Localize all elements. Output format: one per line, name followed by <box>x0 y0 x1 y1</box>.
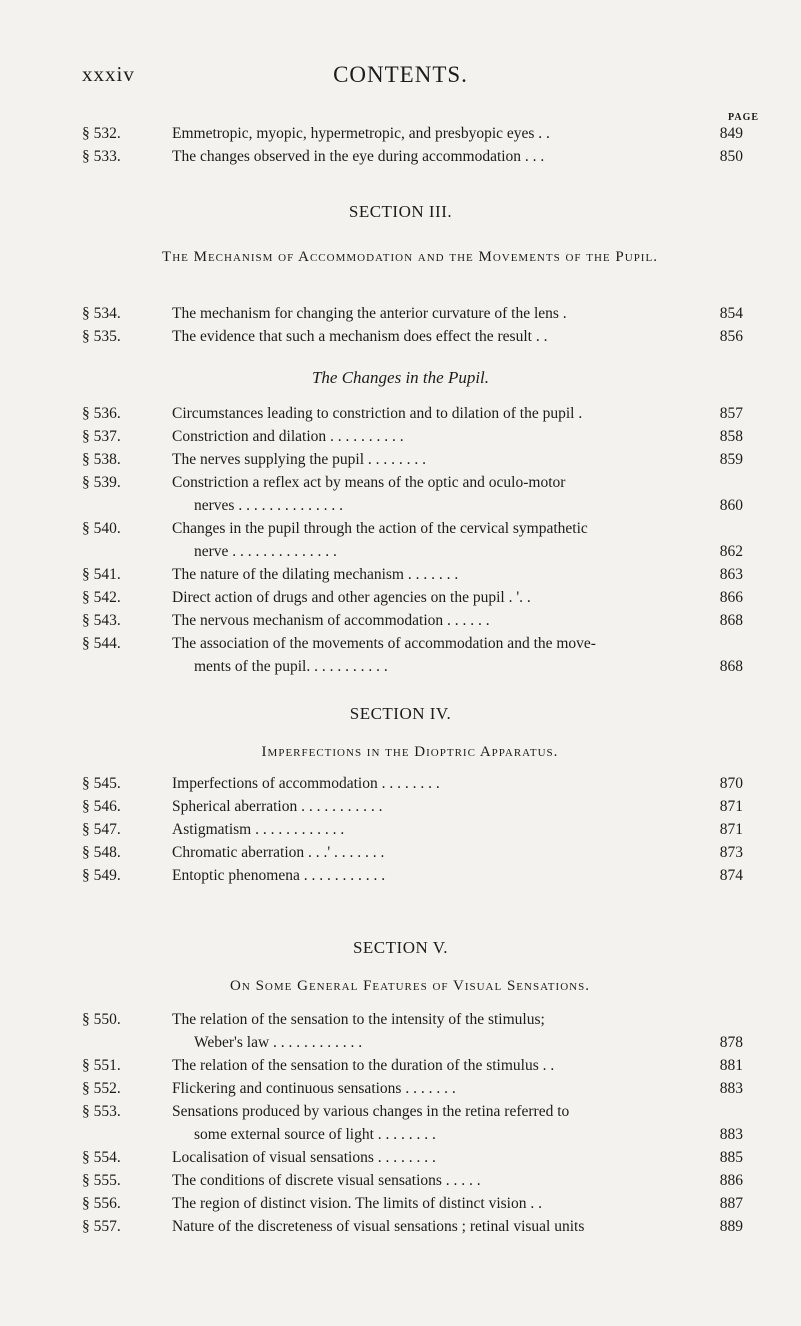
section-number: § 542. <box>82 589 121 606</box>
toc-entry <box>82 588 742 611</box>
section-number: § 532. <box>82 125 121 142</box>
entry-title-line: Flickering and continuous sensations . . . . . . . <box>172 1080 456 1097</box>
section-number: § 545. <box>82 775 121 792</box>
entry-title-line: The nature of the dilating mechanism . . . . . . . <box>172 566 459 583</box>
toc-entry <box>82 1217 742 1240</box>
page-number: 886 <box>719 1172 743 1189</box>
page-number: 874 <box>719 867 743 884</box>
entry-title-line: Entoptic phenomena . . . . . . . . . . . <box>172 867 386 884</box>
section-heading: SECTION III. <box>348 202 453 221</box>
section-number: § 556. <box>82 1195 121 1212</box>
entry-title-line: nerve . . . . . . . . . . . . . . <box>194 543 337 560</box>
toc-entry <box>82 404 742 427</box>
section-heading: SECTION V. <box>352 938 449 957</box>
page-number: 862 <box>719 543 743 560</box>
section-number: § 553. <box>82 1103 121 1120</box>
page-number: 883 <box>719 1080 743 1097</box>
toc-entry <box>82 843 742 866</box>
toc-entry <box>82 427 742 450</box>
section-number: § 546. <box>82 798 121 815</box>
section-number: § 544. <box>82 635 121 652</box>
section-number: § 552. <box>82 1080 121 1097</box>
section-heading: SECTION IV. <box>349 704 452 723</box>
page-number: 854 <box>719 305 743 322</box>
page-number: 868 <box>719 612 743 629</box>
entry-title-line: The nervous mechanism of accommodation . . . . . . <box>172 612 490 629</box>
section-subtitle: On Some General Features of Visual Sensations. <box>230 978 590 994</box>
entry-title-line: The conditions of discrete visual sensations . . . . . <box>172 1172 481 1189</box>
section-number: § 538. <box>82 451 121 468</box>
entry-title-line: The region of distinct vision. The limits of distinct vision . . <box>172 1195 542 1212</box>
section-number: § 547. <box>82 821 121 838</box>
entry-title-line: The relation of the sensation to the intensity of the stimulus; <box>172 1011 545 1028</box>
toc-entry <box>82 1102 742 1148</box>
page-number: 863 <box>719 566 743 583</box>
page-number: 858 <box>719 428 743 445</box>
entry-title-line: Sensations produced by various changes in the retina referred to <box>172 1103 570 1120</box>
entry-title-line: Constriction a reflex act by means of the optic and oculo-motor <box>172 474 566 491</box>
section-number: § 540. <box>82 520 121 537</box>
page-number: 881 <box>719 1057 743 1074</box>
section-number: § 536. <box>82 405 121 422</box>
page-number-roman: xxxiv <box>82 62 135 86</box>
section-number: § 550. <box>82 1011 121 1028</box>
section-number: § 537. <box>82 428 121 445</box>
entry-title-line: Circumstances leading to constriction and to dilation of the pupil . <box>172 405 583 422</box>
section-subtitle: Imperfections in the Dioptric Apparatus. <box>261 744 559 760</box>
page-number: 873 <box>719 844 743 861</box>
page-number: 883 <box>719 1126 743 1143</box>
entry-title-line: Imperfections of accommodation . . . . . . . . <box>172 775 440 792</box>
toc-entry <box>82 450 742 473</box>
entry-title-line: Emmetropic, myopic, hypermetropic, and presbyopic eyes . . <box>172 125 550 142</box>
toc-entry <box>82 866 742 889</box>
toc-entry <box>82 473 742 519</box>
toc-entry <box>82 774 742 797</box>
section-number: § 541. <box>82 566 121 583</box>
running-title: CONTENTS. <box>333 62 468 87</box>
entry-title-line: Constriction and dilation . . . . . . . . . . <box>172 428 404 445</box>
toc-entry <box>82 1079 742 1102</box>
entry-title-line: Weber's law . . . . . . . . . . . . <box>194 1034 363 1051</box>
section-number: § 533. <box>82 148 121 165</box>
toc-entry <box>82 1010 742 1056</box>
page-number: 856 <box>719 328 743 345</box>
section-number: § 543. <box>82 612 121 629</box>
entry-title-line: Nature of the discreteness of visual sensations ; retinal visual units <box>172 1218 585 1235</box>
page-number: 878 <box>719 1034 743 1051</box>
running-header <box>0 62 801 92</box>
entry-title-line: The mechanism for changing the anterior curvature of the lens . <box>172 305 567 322</box>
toc-entry <box>82 1171 742 1194</box>
page-number: 857 <box>719 405 743 422</box>
page-number: 885 <box>719 1149 743 1166</box>
section-number: § 554. <box>82 1149 121 1166</box>
entry-title-line: Astigmatism . . . . . . . . . . . . <box>172 821 345 838</box>
section-number: § 549. <box>82 867 121 884</box>
section-number: § 539. <box>82 474 121 491</box>
page-number: 849 <box>719 125 743 142</box>
page-number: 871 <box>719 798 743 815</box>
toc-entry <box>82 797 742 820</box>
entry-title-line: The relation of the sensation to the duration of the stimulus . . <box>172 1057 555 1074</box>
toc-entry <box>82 519 742 565</box>
page-number: 866 <box>719 589 743 606</box>
toc-entry <box>82 1056 742 1079</box>
subsection-heading: The Changes in the Pupil. <box>311 368 490 387</box>
toc-entry <box>82 1148 742 1171</box>
toc-entry <box>82 634 742 680</box>
toc-entry <box>82 611 742 634</box>
entry-title-line: ments of the pupil. . . . . . . . . . . <box>194 658 388 675</box>
page-number: 860 <box>719 497 743 514</box>
entry-title-line: Direct action of drugs and other agencies on the pupil . '. . <box>172 589 531 606</box>
page-column-label: PAGE <box>728 112 760 123</box>
page-number: 859 <box>719 451 743 468</box>
toc-entry <box>82 1194 742 1217</box>
section-number: § 548. <box>82 844 121 861</box>
section-number: § 551. <box>82 1057 121 1074</box>
entry-title-line: The changes observed in the eye during accommodation . . . <box>172 148 545 165</box>
section-number: § 555. <box>82 1172 121 1189</box>
section-number: § 557. <box>82 1218 121 1235</box>
section-number: § 534. <box>82 305 121 322</box>
page-number: 870 <box>719 775 743 792</box>
entry-title-line: The association of the movements of accommodation and the move- <box>172 635 596 652</box>
toc-entry <box>82 147 742 170</box>
page-number: 887 <box>719 1195 743 1212</box>
page-number: 868 <box>719 658 743 675</box>
page-number: 850 <box>719 148 743 165</box>
section-number: § 535. <box>82 328 121 345</box>
toc-entry <box>82 820 742 843</box>
entry-title-line: The evidence that such a mechanism does effect the result . . <box>172 328 548 345</box>
entry-title-line: Localisation of visual sensations . . . . . . . . <box>172 1149 436 1166</box>
toc-entry <box>82 124 742 147</box>
toc-entry <box>82 565 742 588</box>
entry-title-line: Spherical aberration . . . . . . . . . . . <box>172 798 383 815</box>
entry-title-line: nerves . . . . . . . . . . . . . . <box>194 497 343 514</box>
entry-title-line: Chromatic aberration . . .' . . . . . . . <box>172 844 385 861</box>
entry-title-line: some external source of light . . . . . . . . <box>194 1126 436 1143</box>
toc-entry <box>82 327 742 350</box>
entry-title-line: Changes in the pupil through the action of the cervical sympathetic <box>172 520 588 537</box>
page-number: 871 <box>719 821 743 838</box>
page-number: 889 <box>719 1218 743 1235</box>
section-subtitle: The Mechanism of Accommodation and the Movements of the Pupil. <box>162 249 658 265</box>
toc-entry <box>82 304 742 327</box>
entry-title-line: The nerves supplying the pupil . . . . . . . . <box>172 451 426 468</box>
